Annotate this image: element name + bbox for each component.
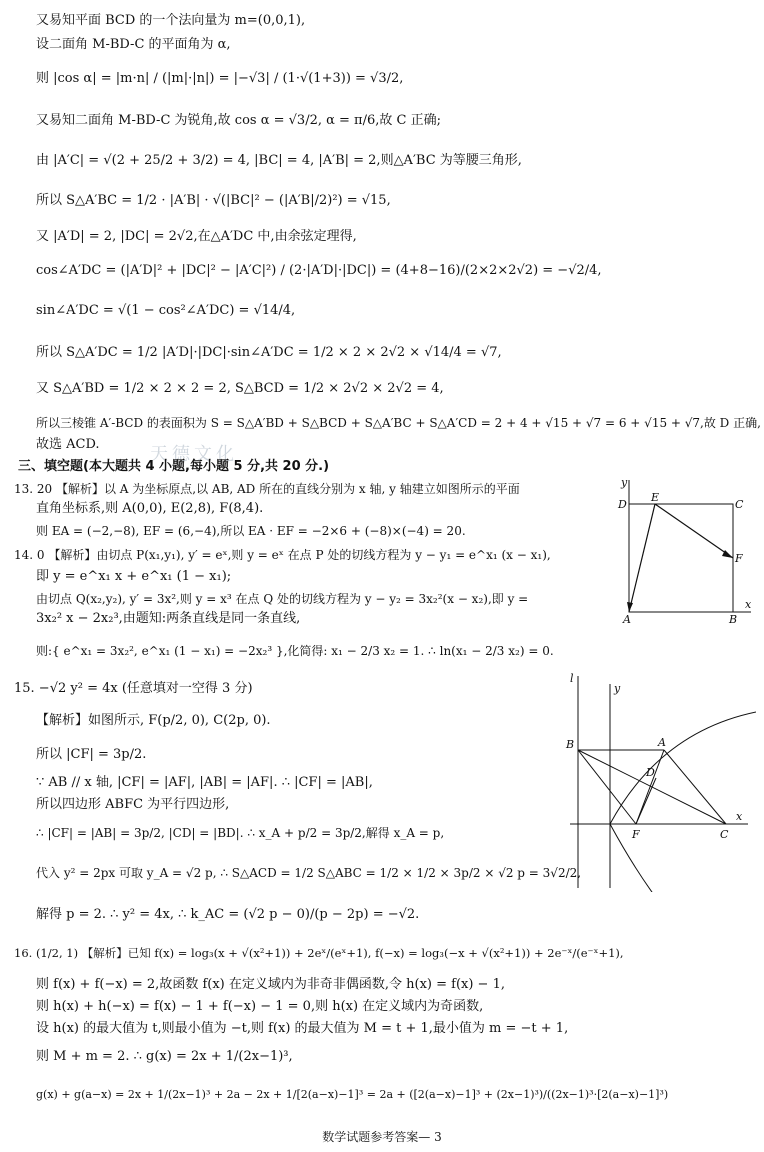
q15-line: 代入 y² = 2px 可取 y_A = √2 p, ∴ S△ACD = 1/2 S△ABC = 1/2 × 1/2 × 3p/2 × √2 p = 3√2/2, <box>36 866 582 880</box>
parabola-guide <box>610 712 756 824</box>
square-abcd <box>629 504 733 612</box>
text-line: 则 |cos α| = |m·n| / (|m|·|n|) = |−√3| / (1·√(1+3)) = √3/2, <box>36 71 404 86</box>
q14-line: 由切点 Q(x₂,y₂), y′ = 3x²,则 y = x³ 在点 Q 处的切线方程为 y − y₂ = 3x₂²(x − x₂),即 y = <box>36 592 529 606</box>
segment-af <box>636 750 664 824</box>
q15-line: 所以四边形 ABFC 为平行四边形, <box>36 797 230 812</box>
text-line: 又 S△A′BD = 1/2 × 2 × 2 = 2, S△BCD = 1/2 × 2√2 × 2√2 = 4, <box>36 381 444 396</box>
fig-label: D <box>618 498 627 511</box>
q14-line: 则:{ e^x₁ = 3x₂², e^x₁ (1 − x₁) = −2x₂³ },化简得: x₁ − 2/3 x₂ = 1. ∴ ln(x₁ − 2/3 x₂) = 0. <box>36 644 554 658</box>
q15-line: 解得 p = 2. ∴ y² = 4x, ∴ k_AC = (√2 p − 0)/(p − 2p) = −√2. <box>36 907 420 922</box>
text-line: 所以 S△A′DC = 1/2 |A′D|·|DC|·sin∠A′DC = 1/2 × 2 × 2√2 × √14/4 = √7, <box>36 345 502 360</box>
q16-line: 则 f(x) + f(−x) = 2,故函数 f(x) 在定义域内为非奇非偶函数,令 h(x) = f(x) − 1, <box>36 977 505 992</box>
arrowhead <box>627 602 633 612</box>
fig-label: C <box>720 828 729 841</box>
text-line: 所以三棱锥 A′-BCD 的表面积为 S = S△A′BD + S△BCD + S△A′BC + S△A′CD = 2 + 4 + √15 + √7 = 6 + √15 + √7,故 D 正确, <box>36 416 761 430</box>
q15-line: 15. −√2 y² = 4x (任意填对一空得 3 分) <box>14 681 253 696</box>
square-figure <box>615 474 755 624</box>
fig-label: x <box>745 598 752 611</box>
q15-line: ∵ AB // x 轴, |CF| = |AF|, |AB| = |AF|. ∴ |CF| = |AB|, <box>36 775 373 790</box>
vector-ea <box>629 504 655 612</box>
text-line: sin∠A′DC = √(1 − cos²∠A′DC) = √14/4, <box>36 303 296 318</box>
q14-line: 14. 0 【解析】由切点 P(x₁,y₁), y′ = eˣ,则 y = eˣ 在点 P 处的切线方程为 y − y₁ = e^x₁ (x − x₁), <box>14 548 551 562</box>
vector-ef <box>655 504 733 558</box>
fig-label: B <box>566 738 575 751</box>
fig-label: x <box>736 810 743 823</box>
text-line: 又易知平面 BCD 的一个法向量为 m=(0,0,1), <box>36 13 306 28</box>
text-line: 由 |A′C| = √(2 + 25/2 + 3/2) = 4, |BC| = 4, |A′B| = 2,则△A′BC 为等腰三角形, <box>36 153 522 168</box>
q14-line: 3x₂² x − 2x₂³,由题知:两条直线是同一条直线, <box>36 611 301 626</box>
q15-line: 【解析】如图所示, F(p/2, 0), C(2p, 0). <box>36 713 271 728</box>
q16-line: 则 h(x) + h(−x) = f(x) − 1 + f(−x) − 1 = 0,则 h(x) 在定义域内为奇函数, <box>36 999 484 1014</box>
q16-line: 16. (1/2, 1) 【解析】已知 f(x) = log₃(x + √(x²+1)) + 2eˣ/(eˣ+1), f(−x) = log₃(−x + √(x²+1)) + 2e⁻ˣ/(e⁻ˣ+1), <box>14 946 624 960</box>
q14-line: 即 y = e^x₁ x + e^x₁ (1 − x₁); <box>36 569 232 584</box>
text-line: 故选 ACD. <box>36 437 100 452</box>
segment-fd <box>636 778 656 824</box>
text-line: cos∠A′DC = (|A′D|² + |DC|² − |A′C|²) / (2·|A′D|·|DC|) = (4+8−16)/(2×2×2√2) = −√2/4, <box>36 263 602 278</box>
fig-label: D <box>646 766 655 779</box>
fig-label: A <box>623 613 631 624</box>
q13-line: 直角坐标系,则 A(0,0), E(2,8), F(8,4). <box>36 501 264 516</box>
q15-line: 所以 |CF| = 3p/2. <box>36 747 147 762</box>
fig-label: C <box>735 498 744 511</box>
fig-label: A <box>658 736 666 749</box>
q16-line: 设 h(x) 的最大值为 t,则最小值为 −t,则 f(x) 的最大值为 M = t + 1,最小值为 m = −t + 1, <box>36 1021 569 1036</box>
section-heading: 三、填空题(本大题共 4 小题,每小题 5 分,共 20 分.) <box>18 459 330 474</box>
parabola-figure <box>560 668 756 892</box>
fig-label: y <box>621 476 628 489</box>
segment-bf <box>578 750 636 824</box>
q13-line: 则 EA = (−2,−8), EF = (6,−4),所以 EA · EF = −2×6 + (−8)×(−4) = 20. <box>36 524 466 538</box>
page-footer: 数学试题参考答案— 3 <box>322 1130 442 1144</box>
text-line: 又易知二面角 M-BD-C 为锐角,故 cos α = √3/2, α = π/6,故 C 正确; <box>36 113 441 128</box>
fig-label: y <box>614 682 621 695</box>
q16-line: 则 M + m = 2. ∴ g(x) = 2x + 1/(2x−1)³, <box>36 1049 293 1064</box>
watermark: 天德文化 <box>150 444 238 465</box>
fig-label: F <box>632 828 640 841</box>
fig-label: B <box>729 613 738 624</box>
text-line: 所以 S△A′BC = 1/2 · |A′B| · √(|BC|² − (|A′B|/2)²) = √15, <box>36 193 391 208</box>
q15-line: ∴ |CF| = |AB| = 3p/2, |CD| = |BD|. ∴ x_A + p/2 = 3p/2,解得 x_A = p, <box>36 826 445 840</box>
text-line: 又 |A′D| = 2, |DC| = 2√2,在△A′DC 中,由余弦定理得, <box>36 229 357 244</box>
text-line: 设二面角 M-BD-C 的平面角为 α, <box>36 37 231 52</box>
fig-label: l <box>570 672 574 685</box>
fig-label: E <box>651 491 660 504</box>
fig-label: F <box>735 552 743 565</box>
q16-line: g(x) + g(a−x) = 2x + 1/(2x−1)³ + 2a − 2x + 1/[2(a−x)−1]³ = 2a + ([2(a−x)−1]³ + (2x−1)³)/((2x−1)³·[2(a−x)−1]³) <box>36 1088 669 1101</box>
q13-line: 13. 20 【解析】以 A 为坐标原点,以 AB, AD 所在的直线分别为 x 轴, y 轴建立如图所示的平面 <box>14 482 520 496</box>
segment-ac <box>664 750 726 824</box>
